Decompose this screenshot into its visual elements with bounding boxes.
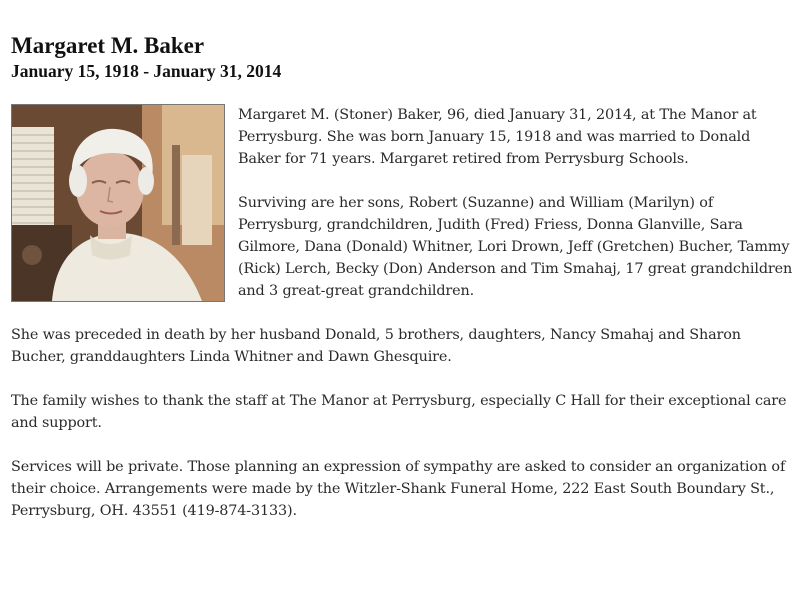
obituary-paragraph: Surviving are her sons, Robert (Suzanne) and William (Marilyn) of Perrysburg, grandchildren, Judith (Fred) Friess, Donna Glanville, Sara Gilmore, Dana (Donald) Whitner, Lori Drown, Jeff (Gretchen) Bucher, Tammy (Rick) Lerch, Becky (Don) Anderson and Tim Smahaj, 17 great grandchildren and 3 great-great grandchildren. xyxy=(238,195,793,299)
obituary-paragraph: She was preceded in death by her husband Donald, 5 brothers, daughters, Nancy Smahaj and Sharon Bucher, granddaughters Linda Whitner and Dawn Ghesquire. xyxy=(11,327,741,365)
obituary-paragraph: Margaret M. (Stoner) Baker, 96, died January 31, 2014, at The Manor at Perrysburg. She was born January 15, 1918 and was married to Donald Baker for 71 years. Margaret retired from Perrysburg Schools. xyxy=(238,107,757,167)
obituary xyxy=(11,34,796,544)
obituary-body xyxy=(11,104,796,522)
portrait-photo xyxy=(11,104,225,302)
obituary-dates: January 15, 1918 - January 31, 2014 xyxy=(11,61,282,81)
obituary-name: Margaret M. Baker xyxy=(11,33,205,58)
obituary-paragraph: Services will be private. Those planning an expression of sympathy are asked to consider an organization of their choice. Arrangements were made by the Witzler-Shank Funeral Home, 222 East South Boundary St., Perrysburg, OH. 43551 (419-874-3133). xyxy=(11,459,786,519)
obituary-paragraph: The family wishes to thank the staff at The Manor at Perrysburg, especially C Hall for their exceptional care and support. xyxy=(11,393,787,431)
